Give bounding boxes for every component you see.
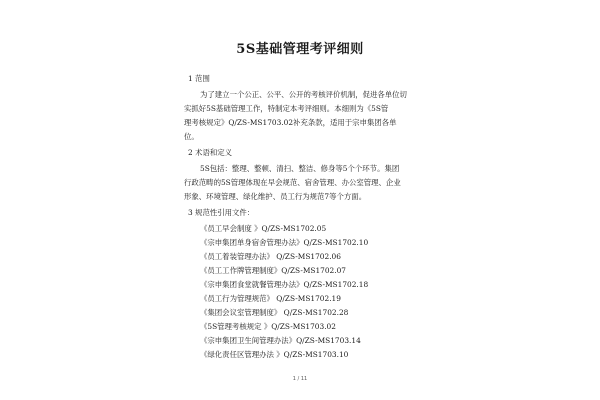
reference-item: 《员工早会制度 》Q/ZS-MS1702.05 (200, 224, 327, 233)
reference-item: 《集团会议室管理制度》 Q/ZS-MS1702.28 (200, 308, 349, 317)
section-2-line-3: 形象、环境管理、绿化维护、员工行为规范7等个方面。 (184, 192, 367, 201)
reference-item: 《员工着装管理办法》 Q/ZS-MS1702.06 (200, 252, 341, 261)
reference-item: 《员工工作牌管理制度》Q/ZS-MS1702.07 (200, 266, 347, 275)
page-number: 1 / 11 (292, 376, 308, 382)
section-1-line-2: 实抓好5S基础管理工作，特制定本考评细则。本细则为《5S管 (184, 104, 389, 113)
section-2-line-2: 行政范畴的5S管理体现在早会规范、宿舍管理、办公室管理、企业 (184, 178, 401, 187)
reference-item: 《5S管理考核规定 》Q/ZS-MS1703.02 (200, 322, 336, 331)
section-1-heading: 1 范围 (188, 74, 210, 83)
reference-item: 《宗申集团卫生间管理办法》Q/ZS-MS1703.14 (200, 336, 361, 345)
section-1-line-4: 位。 (184, 132, 199, 141)
section-3-heading: 3 规范性引用文件： (188, 208, 255, 217)
reference-item: 《员工行为管理规范》 Q/ZS-MS1702.19 (200, 294, 341, 303)
reference-item: 《宗申集团单身宿舍管理办法》Q/ZS-MS1702.10 (200, 238, 369, 247)
reference-item: 《绿化责任区管理办法 》Q/ZS-MS1703.10 (200, 350, 349, 359)
section-2-heading: 2 术语和定义 (188, 148, 233, 157)
section-2-line-1: 5S包括：整理、整顿、清扫、整洁、修身等5个个环节。集团 (200, 164, 400, 173)
section-1-line-3: 理考核规定》Q/ZS-MS1703.02补充条款，适用于宗申集团各单 (184, 118, 397, 127)
section-1-line-1: 为了建立一个公正、公平、公开的考核评价机制，促进各单位切 (200, 90, 407, 99)
document-title: 5S基础管理考评细则 (236, 42, 364, 57)
reference-item: 《宗申集团食堂就餐管理办法》Q/ZS-MS1702.18 (200, 280, 369, 289)
